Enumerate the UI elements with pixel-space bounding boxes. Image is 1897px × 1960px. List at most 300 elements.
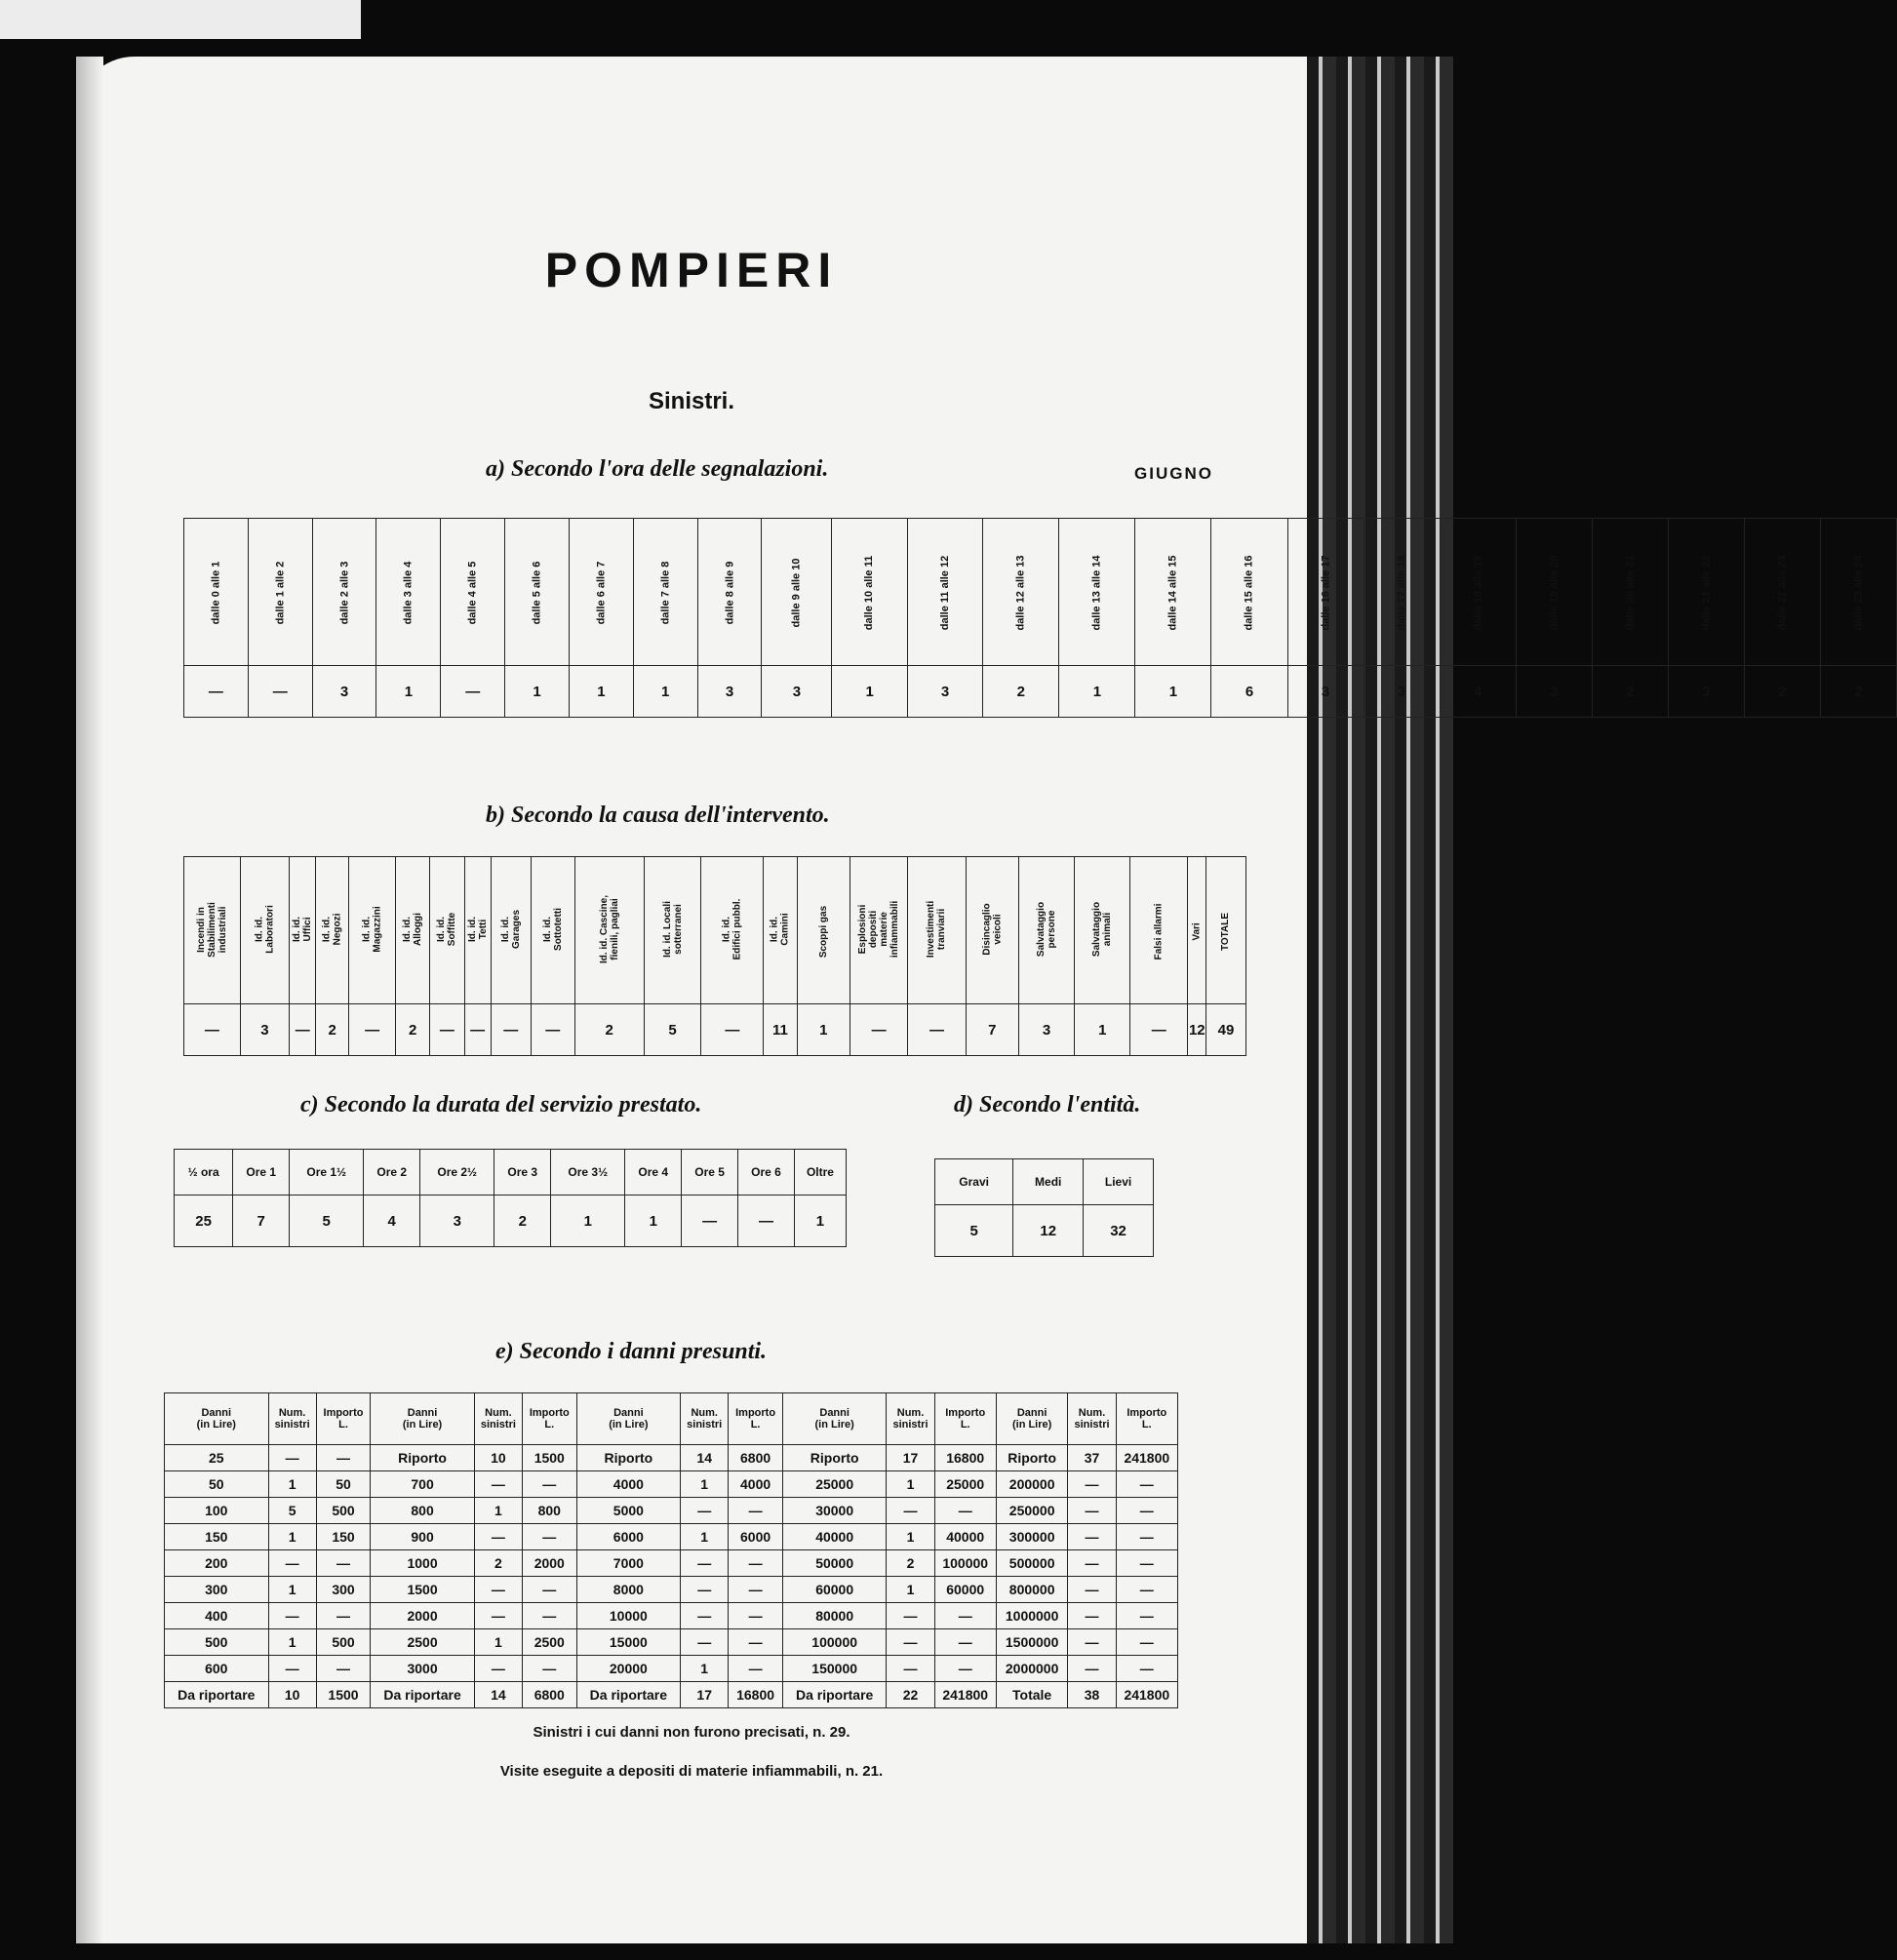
damage-cell: 17 — [681, 1682, 729, 1708]
hour-header — [1440, 519, 1516, 666]
damage-header: Importo L. — [934, 1393, 996, 1445]
damage-cell: 3000 — [371, 1656, 475, 1682]
damage-cell: 16800 — [934, 1445, 996, 1471]
hour-header-text: dalle 23 alle 24 — [1852, 555, 1865, 631]
damage-cell: 2000 — [522, 1550, 576, 1577]
hour-header-text: dalle 10 alle 11 — [863, 555, 876, 631]
damage-cell: — — [316, 1445, 371, 1471]
damage-cell: 22 — [887, 1682, 934, 1708]
hour-value: 3 — [1668, 666, 1744, 718]
cause-value: 5 — [644, 1004, 701, 1056]
page — [76, 57, 1865, 1943]
cause-header-text: Id. id. Locali sotterranei — [661, 901, 684, 958]
damage-cell: 1 — [887, 1471, 934, 1498]
damage-cell: 6000 — [576, 1524, 681, 1550]
hour-header — [983, 519, 1059, 666]
table-entity — [934, 1158, 1154, 1257]
damage-header: Danni (in Lire) — [371, 1393, 475, 1445]
damage-cell: 2000000 — [996, 1656, 1068, 1682]
month-label: GIUGNO — [1134, 464, 1213, 483]
damage-cell: 1 — [474, 1629, 522, 1656]
damage-cell: — — [1068, 1629, 1116, 1656]
table-row — [165, 1498, 1178, 1524]
hour-value: 3 — [1287, 666, 1363, 718]
cause-value: 2 — [574, 1004, 644, 1056]
damage-cell: Riporto — [782, 1445, 887, 1471]
cause-header — [850, 857, 907, 1004]
table-damages — [164, 1392, 1178, 1708]
damage-cell: 700 — [371, 1471, 475, 1498]
table-row — [165, 1682, 1178, 1708]
damage-cell: 17 — [887, 1445, 934, 1471]
damage-cell: — — [522, 1656, 576, 1682]
hour-header-text: dalle 19 alle 20 — [1548, 555, 1561, 631]
duration-header: Ore 3 — [494, 1150, 551, 1196]
damage-cell: — — [887, 1603, 934, 1629]
damage-cell: Da riportare — [782, 1682, 887, 1708]
damage-cell: 50000 — [782, 1550, 887, 1577]
damage-cell: 500 — [165, 1629, 269, 1656]
damage-cell: 1000000 — [996, 1603, 1068, 1629]
damage-cell: — — [316, 1603, 371, 1629]
damage-cell: — — [268, 1550, 316, 1577]
cause-header-text: Disincaglio veicoli — [981, 903, 1004, 956]
heading-d: d) Secondo l'entità. — [954, 1092, 1141, 1117]
hour-header-text: dalle 5 alle 6 — [531, 561, 543, 625]
cause-header-text: Id. id. Alloggi — [402, 913, 424, 946]
duration-value: 4 — [364, 1196, 420, 1247]
damage-cell: 150000 — [782, 1656, 887, 1682]
damage-cell: 6800 — [522, 1682, 576, 1708]
damage-cell: 16800 — [729, 1682, 783, 1708]
cause-header — [797, 857, 850, 1004]
cause-value: 1 — [797, 1004, 850, 1056]
damage-cell: — — [316, 1550, 371, 1577]
damage-cell: 200 — [165, 1550, 269, 1577]
hour-value: 1 — [1059, 666, 1135, 718]
hour-value: 1 — [832, 666, 907, 718]
table-duration — [174, 1149, 847, 1247]
table-row — [165, 1603, 1178, 1629]
hour-value: 6 — [1211, 666, 1287, 718]
damage-header: Importo L. — [729, 1393, 783, 1445]
hour-header-text: dalle 0 alle 1 — [210, 561, 222, 625]
damage-cell: 300 — [165, 1577, 269, 1603]
damage-cell: 1 — [268, 1577, 316, 1603]
damage-cell: 250000 — [996, 1498, 1068, 1524]
hour-header-text: dalle 7 alle 8 — [659, 561, 672, 625]
damage-cell: 800 — [371, 1498, 475, 1524]
entity-value: 5 — [935, 1205, 1013, 1257]
cause-value: 49 — [1206, 1004, 1245, 1056]
damage-cell: — — [1116, 1629, 1177, 1656]
damage-cell: 100000 — [782, 1629, 887, 1656]
cause-value: — — [184, 1004, 241, 1056]
cause-header-text: TOTALE — [1220, 912, 1232, 952]
cause-value: — — [1130, 1004, 1188, 1056]
damage-cell: — — [1068, 1577, 1116, 1603]
hour-value: 3 — [312, 666, 376, 718]
duration-value: 3 — [420, 1196, 494, 1247]
damage-header: Danni (in Lire) — [165, 1393, 269, 1445]
damage-cell: 8000 — [576, 1577, 681, 1603]
cause-header — [491, 857, 531, 1004]
table-hours — [183, 518, 1897, 718]
cause-value: 7 — [966, 1004, 1018, 1056]
damage-cell: — — [1116, 1524, 1177, 1550]
damage-cell: — — [887, 1498, 934, 1524]
hour-value: 3 — [907, 666, 982, 718]
cause-header — [644, 857, 701, 1004]
duration-header: Oltre — [794, 1150, 846, 1196]
hour-header — [1135, 519, 1211, 666]
damage-cell: Riporto — [996, 1445, 1068, 1471]
damage-cell: Riporto — [371, 1445, 475, 1471]
cause-value: — — [464, 1004, 491, 1056]
hour-header-text: dalle 6 alle 7 — [595, 561, 608, 625]
damage-cell: 25 — [165, 1445, 269, 1471]
entity-header: Gravi — [935, 1159, 1013, 1205]
damage-cell: 100000 — [934, 1550, 996, 1577]
hour-header — [1516, 519, 1592, 666]
damage-cell: 10 — [268, 1682, 316, 1708]
heading-e: e) Secondo i danni presunti. — [495, 1339, 768, 1364]
damage-cell: — — [1068, 1603, 1116, 1629]
cause-header-text: Id. id. Laboratori — [254, 905, 276, 954]
cause-value: 2 — [316, 1004, 349, 1056]
damage-cell: 4000 — [729, 1471, 783, 1498]
damage-cell: 25000 — [782, 1471, 887, 1498]
damage-cell: 2500 — [522, 1629, 576, 1656]
damage-cell: 500 — [316, 1629, 371, 1656]
table-row — [165, 1524, 1178, 1550]
hour-header-text: dalle 11 alle 12 — [939, 555, 952, 631]
damage-cell: — — [1116, 1471, 1177, 1498]
hour-header-text: dalle 8 alle 9 — [724, 561, 736, 625]
cause-header-text: Id. id. Camini — [769, 913, 791, 946]
cause-header — [764, 857, 797, 1004]
entity-value: 12 — [1013, 1205, 1084, 1257]
damage-cell: 50 — [165, 1471, 269, 1498]
cause-header — [430, 857, 464, 1004]
cause-header-text: Id. id. Magazzini — [361, 906, 383, 953]
table-row — [165, 1629, 1178, 1656]
damage-cell: — — [729, 1629, 783, 1656]
cause-header-text: Id. id. Tetti — [466, 916, 489, 943]
hour-value: 3 — [1363, 666, 1440, 718]
damage-cell: — — [934, 1498, 996, 1524]
hour-header — [1287, 519, 1363, 666]
damage-cell: — — [934, 1603, 996, 1629]
hour-value: 4 — [1440, 666, 1516, 718]
hour-header-text: dalle 18 alle 19 — [1472, 555, 1484, 631]
cause-header-text: Vari — [1191, 922, 1203, 941]
damage-cell: — — [934, 1629, 996, 1656]
page-title: POMPIERI — [544, 243, 839, 297]
cause-header — [290, 857, 316, 1004]
damage-cell: — — [1116, 1577, 1177, 1603]
page-gutter-shadow — [76, 57, 103, 1943]
damage-header: Num. sinistri — [1068, 1393, 1116, 1445]
damage-cell: — — [522, 1471, 576, 1498]
cause-header-text: Falsi allarmi — [1153, 903, 1165, 960]
hour-value: 1 — [505, 666, 570, 718]
damage-cell: — — [1116, 1603, 1177, 1629]
cause-header — [1019, 857, 1075, 1004]
cause-header — [1206, 857, 1245, 1004]
damage-cell: 40000 — [782, 1524, 887, 1550]
cause-header-text: Scoppi gas — [817, 905, 829, 959]
hour-value: — — [441, 666, 505, 718]
hour-value: 1 — [633, 666, 697, 718]
hour-value: 2 — [1744, 666, 1820, 718]
damage-cell: 150 — [316, 1524, 371, 1550]
duration-header: Ore 1 — [233, 1150, 290, 1196]
cause-header — [316, 857, 349, 1004]
damage-cell: 10000 — [576, 1603, 681, 1629]
cause-header — [396, 857, 430, 1004]
duration-value: 25 — [175, 1196, 233, 1247]
hour-value: 3 — [697, 666, 762, 718]
duration-value: — — [738, 1196, 795, 1247]
damage-header: Danni (in Lire) — [782, 1393, 887, 1445]
damage-cell: 1 — [268, 1471, 316, 1498]
damage-cell: 20000 — [576, 1656, 681, 1682]
hour-value: 1 — [569, 666, 633, 718]
heading-c: c) Secondo la durata del servizio prestato. — [300, 1092, 702, 1117]
table-row — [165, 1577, 1178, 1603]
damage-cell: — — [729, 1498, 783, 1524]
cause-header-text: Incendi in Stabilimenti industriali — [195, 901, 228, 958]
cause-value: — — [430, 1004, 464, 1056]
entity-header: Lievi — [1084, 1159, 1154, 1205]
hour-header — [907, 519, 982, 666]
cause-header — [1075, 857, 1130, 1004]
duration-header: Ore 3½ — [551, 1150, 625, 1196]
damage-header: Num. sinistri — [474, 1393, 522, 1445]
damage-cell: 400 — [165, 1603, 269, 1629]
damage-cell: 6000 — [729, 1524, 783, 1550]
damage-cell: 4000 — [576, 1471, 681, 1498]
duration-header: Ore 2 — [364, 1150, 420, 1196]
damage-header: Num. sinistri — [681, 1393, 729, 1445]
damage-cell: 15000 — [576, 1629, 681, 1656]
damage-cell: 1000 — [371, 1550, 475, 1577]
damage-cell: 1 — [268, 1629, 316, 1656]
damage-cell: 1500000 — [996, 1629, 1068, 1656]
hour-header-text: dalle 20 alle 21 — [1624, 555, 1637, 631]
duration-value: 2 — [494, 1196, 551, 1247]
damage-cell: — — [522, 1577, 576, 1603]
hour-header-text: dalle 12 alle 13 — [1014, 555, 1027, 631]
hour-header-text: dalle 3 alle 4 — [402, 561, 415, 625]
damage-cell: — — [729, 1550, 783, 1577]
book-spine-edge — [1307, 57, 1453, 1943]
damage-cell: Da riportare — [371, 1682, 475, 1708]
duration-header: Ore 4 — [625, 1150, 682, 1196]
footnote-2: Visite eseguite a depositi di materie infiammabili, n. 21. — [499, 1763, 884, 1780]
hour-header — [762, 519, 832, 666]
damage-cell: Da riportare — [165, 1682, 269, 1708]
hour-header-text: dalle 2 alle 3 — [338, 561, 351, 625]
damage-header: Importo L. — [316, 1393, 371, 1445]
damage-cell: — — [729, 1577, 783, 1603]
hour-header-text: dalle 15 alle 16 — [1244, 555, 1256, 631]
damage-cell: 10 — [474, 1445, 522, 1471]
duration-header: Ore 2½ — [420, 1150, 494, 1196]
duration-value: 5 — [290, 1196, 364, 1247]
hour-value: — — [248, 666, 312, 718]
hour-header-text: dalle 4 alle 5 — [466, 561, 479, 625]
hour-header — [1592, 519, 1668, 666]
damage-cell: — — [474, 1577, 522, 1603]
damage-cell: 14 — [474, 1682, 522, 1708]
cause-value: — — [701, 1004, 764, 1056]
damage-cell: 37 — [1068, 1445, 1116, 1471]
cause-header-text: Id. id. Soffitte — [436, 912, 458, 947]
hour-header — [1211, 519, 1287, 666]
cause-header — [184, 857, 241, 1004]
cause-value: — — [491, 1004, 531, 1056]
damage-cell: — — [887, 1629, 934, 1656]
damage-cell: 241800 — [934, 1682, 996, 1708]
hour-value: 1 — [1135, 666, 1211, 718]
hour-header — [1744, 519, 1820, 666]
cause-value: 1 — [1075, 1004, 1130, 1056]
damage-cell: 2500 — [371, 1629, 475, 1656]
duration-value: 1 — [625, 1196, 682, 1247]
damage-cell: — — [268, 1656, 316, 1682]
damage-cell: — — [1116, 1656, 1177, 1682]
damage-cell: 1500 — [371, 1577, 475, 1603]
damage-cell: — — [1068, 1656, 1116, 1682]
duration-header: ½ ora — [175, 1150, 233, 1196]
damage-cell: 80000 — [782, 1603, 887, 1629]
damage-cell: 5 — [268, 1498, 316, 1524]
cause-value: — — [349, 1004, 396, 1056]
damage-cell: 60000 — [782, 1577, 887, 1603]
cause-header-text: Investimenti tranviarii — [926, 900, 948, 959]
cause-value: — — [531, 1004, 574, 1056]
cause-value: 12 — [1188, 1004, 1206, 1056]
damage-cell: — — [474, 1656, 522, 1682]
hour-header-text: dalle 21 alle 22 — [1700, 555, 1713, 631]
cause-value: — — [850, 1004, 907, 1056]
cause-header-text: Id. id. Cascine, fienili, pagliai — [598, 894, 620, 964]
damage-cell: 6800 — [729, 1445, 783, 1471]
section-title: Sinistri. — [648, 388, 735, 414]
table-row — [165, 1656, 1178, 1682]
damage-header: Importo L. — [1116, 1393, 1177, 1445]
damage-cell: 1 — [887, 1577, 934, 1603]
hour-header-text: dalle 22 alle 23 — [1776, 555, 1789, 631]
damage-cell: 500000 — [996, 1550, 1068, 1577]
damage-cell: 1 — [474, 1498, 522, 1524]
hour-header-text: dalle 16 alle 17 — [1320, 555, 1332, 631]
damage-header: Num. sinistri — [268, 1393, 316, 1445]
damage-cell: 50 — [316, 1471, 371, 1498]
cause-header — [240, 857, 289, 1004]
duration-value: 7 — [233, 1196, 290, 1247]
cause-header — [349, 857, 396, 1004]
cause-value: 3 — [240, 1004, 289, 1056]
cause-header-text: Salvataggio animali — [1091, 901, 1114, 958]
damage-cell: — — [268, 1445, 316, 1471]
cause-value: 2 — [396, 1004, 430, 1056]
table-row — [165, 1471, 1178, 1498]
damage-cell: 7000 — [576, 1550, 681, 1577]
hour-header-text: dalle 17 alle 18 — [1396, 555, 1408, 631]
damage-cell: 30000 — [782, 1498, 887, 1524]
cause-header-text: Id. id. Edifici pubbl. — [721, 898, 743, 960]
damage-cell: — — [681, 1629, 729, 1656]
duration-header: Ore 5 — [682, 1150, 738, 1196]
duration-header: Ore 6 — [738, 1150, 795, 1196]
hour-value: 2 — [1592, 666, 1668, 718]
table-row — [165, 1550, 1178, 1577]
cause-value: 3 — [1019, 1004, 1075, 1056]
damage-cell: 1 — [268, 1524, 316, 1550]
table-row — [165, 1445, 1178, 1471]
hour-header — [312, 519, 376, 666]
damage-header: Danni (in Lire) — [996, 1393, 1068, 1445]
cause-header — [531, 857, 574, 1004]
hour-header-text: dalle 14 alle 15 — [1166, 555, 1179, 631]
damage-cell: 60000 — [934, 1577, 996, 1603]
entity-value: 32 — [1084, 1205, 1154, 1257]
damage-cell: 241800 — [1116, 1682, 1177, 1708]
damage-cell: — — [316, 1656, 371, 1682]
footnote-1: Sinistri i cui danni non furono precisati, n. 29. — [533, 1724, 850, 1741]
hour-header — [1820, 519, 1896, 666]
hour-header — [633, 519, 697, 666]
damage-cell: — — [887, 1656, 934, 1682]
damage-cell: — — [474, 1603, 522, 1629]
damage-header: Importo L. — [522, 1393, 576, 1445]
damage-cell: 100 — [165, 1498, 269, 1524]
cause-header-text: Esplosioni depositi materie infiammabili — [857, 900, 901, 959]
cause-header — [464, 857, 491, 1004]
damage-cell: — — [681, 1498, 729, 1524]
damage-cell: 900 — [371, 1524, 475, 1550]
hour-header — [248, 519, 312, 666]
cause-header-text: Id. id. Garages — [499, 909, 522, 950]
hour-value: 2 — [1820, 666, 1896, 718]
damage-cell: 38 — [1068, 1682, 1116, 1708]
cause-header — [1188, 857, 1206, 1004]
hour-header — [697, 519, 762, 666]
table-causes — [183, 856, 1246, 1056]
damage-cell: 800000 — [996, 1577, 1068, 1603]
damage-cell: 1500 — [316, 1682, 371, 1708]
damage-cell: — — [474, 1524, 522, 1550]
damage-cell: — — [1068, 1498, 1116, 1524]
damage-cell: 2000 — [371, 1603, 475, 1629]
cause-header — [574, 857, 644, 1004]
hour-header — [1668, 519, 1744, 666]
hour-header — [505, 519, 570, 666]
damage-cell: — — [1068, 1524, 1116, 1550]
damage-cell: 150 — [165, 1524, 269, 1550]
hour-value: — — [184, 666, 249, 718]
damage-cell: Da riportare — [576, 1682, 681, 1708]
damage-cell: — — [268, 1603, 316, 1629]
cause-header — [908, 857, 966, 1004]
hour-header — [1059, 519, 1135, 666]
damage-cell: 1 — [887, 1524, 934, 1550]
hour-value: 3 — [762, 666, 832, 718]
hour-header — [1363, 519, 1440, 666]
